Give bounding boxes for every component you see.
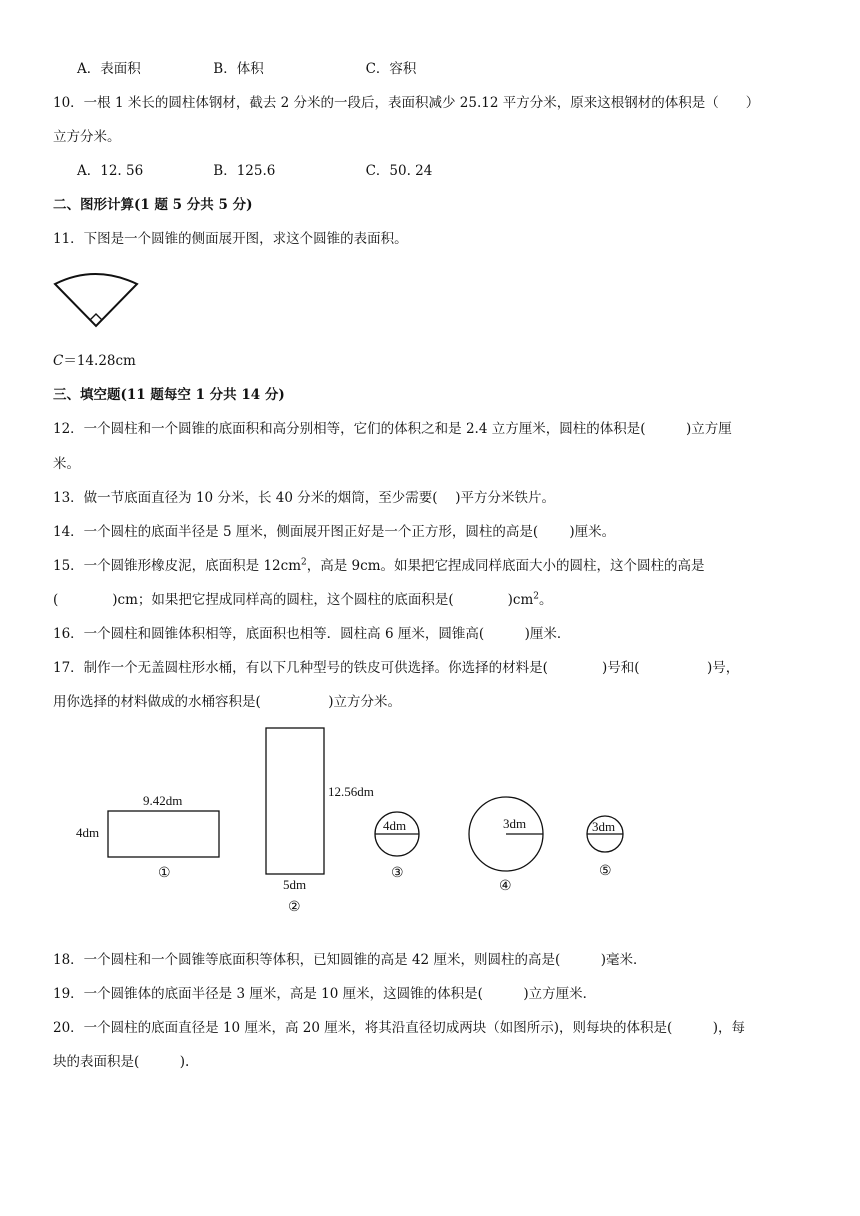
q17-line1-part-3: )号和( — [601, 660, 640, 676]
section2-title: 二、图形计算(1 题 5 分共 5 分) — [53, 197, 253, 213]
material-2-number: ② — [288, 900, 301, 915]
material-5-number: ⑤ — [599, 864, 612, 879]
q17-text-line1 — [53, 659, 739, 677]
q17-text-line2: 用你选择的材料做成的水桶容积是( )立方分米。 — [53, 694, 402, 710]
q10-option-a: A．12. 56 — [77, 163, 144, 179]
q15-sup-2: 2 — [533, 591, 540, 602]
q15-sup-1: 2 — [301, 557, 307, 568]
material-5-diameter-label: 3dm — [592, 819, 616, 834]
material-1-width-label: 4dm — [76, 825, 100, 840]
q10-option-b: B．125.6 — [213, 163, 276, 179]
q9-option-c: C．容积 — [365, 61, 417, 77]
q11-c-variable: C — [53, 353, 64, 369]
q11-c-value: ＝14.28cm — [63, 353, 136, 369]
q15-line1-part-b: ，高是 9cm。如果把它捏成同样底面大小的圆柱，这个圆柱的高是 — [306, 558, 705, 574]
q17-line1-part-5: )号， — [707, 660, 740, 676]
q11-text: 11．下图是一个圆锥的侧面展开图，求这个圆锥的表面积。 — [53, 231, 408, 247]
q15-line1-part-a: 15．一个圆锥形橡皮泥，底面积是 12cm — [53, 558, 302, 574]
q10-text-line1: 10．一根 1 米长的圆柱体钢材，截去 2 分米的一段后，表面积减少 25.12 平方分米，原来这根钢材的体积是（ ） — [53, 95, 760, 111]
q20-text-line2: 块的表面积是( ). — [53, 1054, 190, 1070]
q18-text: 18．一个圆柱和一个圆锥等底面积等体积，已知圆锥的高是 42 厘米，则圆柱的高是( )毫米． — [53, 952, 647, 968]
q12-text-line1: 12．一个圆柱和一个圆锥的底面积和高分别相等，它们的体积之和是 2.4 立方厘米，圆柱的体积是( )立方厘 — [53, 421, 732, 437]
material-4-number: ④ — [499, 879, 512, 894]
q11-circumference-label — [53, 352, 136, 370]
q12-text-line2: 米。 — [53, 456, 80, 472]
section3-title: 三、填空题(11 题每空 1 分共 14 分) — [53, 387, 285, 403]
q9-option-b: B．体积 — [213, 61, 264, 77]
q15-line2-part-a: ( )cm；如果把它捏成同样高的圆柱，这个圆柱的底面积是( )cm — [53, 592, 534, 608]
q15-line2-part-b: 。 — [539, 592, 553, 608]
material-2-rect — [266, 728, 324, 874]
q10-option-c: C．50. 24 — [365, 163, 433, 179]
q10-options — [77, 162, 432, 180]
q9-options — [77, 60, 416, 78]
q19-text: 19．一个圆锥体的底面半径是 3 厘米，高是 10 厘米，这圆锥的体积是( )立方厘米． — [53, 986, 597, 1002]
q15-text-line1 — [53, 557, 705, 575]
material-1-length-label: 9.42dm — [143, 793, 183, 808]
q17-materials-figure — [60, 720, 660, 920]
material-4-radius-label: 3dm — [503, 816, 527, 831]
material-2-height-label: 12.56dm — [328, 784, 374, 799]
q17-line1-part-1: 17．制作一个无盖圆柱形水桶，有以下几种型号的铁皮可供选择。你选择的材料是( — [53, 660, 548, 676]
material-3-diameter-label: 4dm — [383, 818, 407, 833]
q14-text: 14．一个圆柱的底面半径是 5 厘米，侧面展开图正好是一个正方形，圆柱的高是( )厘米。 — [53, 524, 616, 540]
q9-option-a: A．表面积 — [77, 61, 141, 77]
material-1-number: ① — [158, 866, 171, 881]
q16-text: 16．一个圆柱和圆锥体积相等，底面积也相等．圆柱高 6 厘米，圆锥高( )厘米． — [53, 626, 571, 642]
material-1-rect — [108, 811, 219, 857]
q15-text-line2 — [53, 591, 553, 609]
q13-text: 13．做一节底面直径为 10 分米，长 40 分米的烟筒，至少需要( )平方分米铁片。 — [53, 490, 556, 506]
material-3-number: ③ — [391, 866, 404, 881]
material-2-width-label: 5dm — [283, 877, 307, 892]
cone-sector-figure — [52, 270, 142, 332]
q17-blank-1 — [548, 660, 602, 676]
q20-text-line1: 20．一个圆柱的底面直径是 10 厘米，高 20 厘米，将其沿直径切成两块（如图所示)，则每块的体积是( )，每 — [53, 1020, 745, 1036]
q10-text-line2: 立方分米。 — [53, 129, 121, 145]
q17-blank-2 — [640, 660, 708, 676]
